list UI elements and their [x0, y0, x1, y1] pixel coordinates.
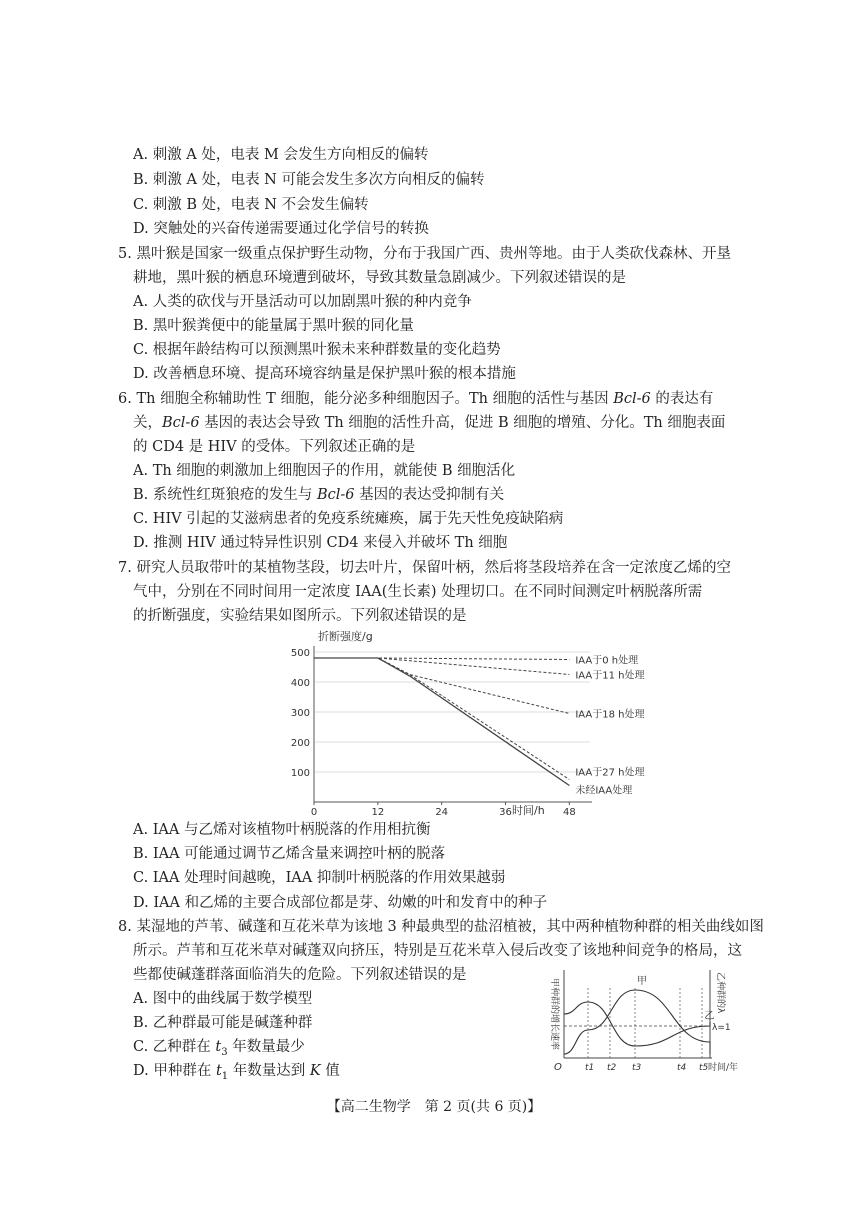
series-line [314, 658, 569, 780]
series-line [314, 658, 569, 786]
series-curve [564, 1002, 710, 1046]
q6-option-c: C. HIV 引起的艾滋病患者的免疫系统瘫痪，属于先天性免疫缺陷病 [133, 511, 564, 527]
q4-option-a: A. 刺激 A 处，电表 M 会发生方向相反的偏转 [133, 147, 429, 163]
y-tick-label: 100 [290, 768, 310, 779]
lambda-label: λ=1 [712, 1023, 731, 1033]
y-tick-label: 500 [290, 648, 310, 659]
page-footer: 【高二生物学 第 2 页(共 6 页)】 [326, 1099, 542, 1115]
x-tick-label: t5 [699, 1063, 709, 1073]
q5-option-d: D. 改善栖息环境、提高环境容纳量是保护黑叶猴的根本措施 [133, 366, 516, 382]
q4-option-d: D. 突触处的兴奋传递需要通过化学信号的转换 [133, 221, 429, 237]
q5-option-b: B. 黑叶猴粪便中的能量属于黑叶猴的同化量 [133, 318, 414, 334]
q8-stem-line3: 些都使碱蓬群落面临消失的危险。下列叙述错误的是 [133, 967, 467, 983]
breaking-strength-chart [280, 626, 645, 818]
x-tick-label: 48 [562, 807, 576, 818]
q6-stem-line2: 关，Bcl-6 基因的表达会导致 Th 细胞的活性升高，促进 B 细胞的增殖、分化。Th 细胞表面 [133, 415, 726, 431]
q8-option-d: D. 甲种群在 $t_1$ 年数量达到 K 值 [133, 1063, 340, 1082]
q6-option-b: B. 系统性红斑狼疮的发生与 Bcl-6 基因的表达受抑制有关 [133, 487, 505, 503]
x-tick-label: 24 [435, 807, 449, 818]
series-curve [564, 990, 710, 1054]
q5-stem-line1: 5. 黑叶猴是国家一级重点保护野生动物，分布于我国广西、贵州等地。由于人类砍伐森林、开垦 [118, 246, 731, 262]
series-label: 未经IAA处理 [575, 785, 633, 797]
y-axis-right-label: 乙种群的λ [715, 972, 725, 1014]
q7-option-c: C. IAA 处理时间越晚，IAA 抑制叶柄脱落的作用效果越弱 [133, 870, 506, 886]
q8-stem-line2: 所示。芦苇和互花米草对碱蓬双向挤压，特别是互花米草入侵后改变了该地种间竞争的格局，这 [133, 943, 742, 959]
gene-name: Bcl-6 [162, 415, 200, 431]
q7-option-a: A. IAA 与乙烯对该植物叶柄脱落的作用相抗衡 [133, 822, 431, 838]
y-tick-label: 200 [290, 738, 310, 749]
x-tick-label: t1 [585, 1063, 595, 1073]
y-tick-label: 300 [290, 708, 310, 719]
x-tick-label: t3 [632, 1063, 642, 1073]
x-tick-label: t4 [677, 1063, 687, 1073]
series-label: IAA于11 h处理 [575, 670, 645, 682]
series-label: IAA于18 h处理 [575, 709, 645, 721]
q7-stem-line3: 的折断强度，实验结果如图所示。下列叙述错误的是 [133, 608, 467, 624]
q5-stem-line2: 耕地，黑叶猴的栖息环境遭到破坏，导致其数量急剧减少。下列叙述错误的是 [133, 270, 626, 286]
q7-stem-line1: 7. 研究人员取带叶的某植物茎段，切去叶片，保留叶柄，然后将茎段培养在含一定浓度乙烯的空 [118, 560, 731, 576]
gene-name: Bcl-6 [613, 391, 651, 407]
q5-option-a: A. 人类的砍伐与开垦活动可以加剧黑叶猴的种内竞争 [133, 294, 472, 310]
q4-option-b: B. 刺激 A 处，电表 N 可能会发生多次方向相反的偏转 [133, 172, 485, 188]
series-label: 乙 [704, 1011, 715, 1022]
origin-label: O [554, 1062, 562, 1073]
q7-option-d: D. IAA 和乙烯的主要合成部位都是芽、幼嫩的叶和发育中的种子 [133, 895, 548, 911]
q8-option-b: B. 乙种群最可能是碱蓬种群 [133, 1015, 313, 1031]
q4-option-c: C. 刺激 B 处，电表 N 不会发生偏转 [133, 197, 369, 213]
x-tick-label: 36 [499, 807, 512, 818]
q7-option-b: B. IAA 可能通过调节乙烯含量来调控叶柄的脱落 [133, 846, 446, 862]
y-axis-label: 折断强度/g [318, 630, 373, 643]
series-label: 甲 [637, 976, 647, 987]
y-tick-label: 400 [290, 678, 310, 689]
q8-option-c: C. 乙种群在 $t_3$ 年数量最少 [133, 1039, 305, 1058]
series-label: IAA于27 h处理 [575, 767, 645, 779]
series-label: IAA于0 h处理 [575, 655, 639, 667]
q5-option-c: C. 根据年龄结构可以预测黑叶猴未来种群数量的变化趋势 [133, 342, 501, 358]
x-axis-label: 时间/年 [708, 1063, 739, 1073]
x-tick-label: 0 [310, 807, 318, 818]
q8-option-a: A. 图中的曲线属于数学模型 [133, 991, 313, 1007]
population-curve-chart [540, 966, 750, 1076]
gene-name: Bcl-6 [316, 487, 355, 503]
series-line [314, 658, 569, 675]
x-tick-label: t2 [607, 1063, 617, 1073]
y-axis-left-label: 甲种群的增长速率 [549, 978, 559, 1051]
x-tick-label: 12 [371, 807, 385, 818]
q8-stem-line1: 8. 某湿地的芦苇、碱蓬和互花米草为该地 3 种最典型的盐沼植被，其中两种植物种群的相关曲线如图 [118, 919, 764, 935]
q6-stem-line1: 6. Th 细胞全称辅助性 T 细胞，能分泌多种细胞因子。Th 细胞的活性与基因 Bcl-6 的表达有 [118, 391, 714, 407]
q6-option-d: D. 推测 HIV 通过特异性识别 CD4 来侵入并破坏 Th 细胞 [133, 535, 508, 551]
x-axis-label: 时间/h [512, 804, 545, 817]
q6-stem-line3: 的 CD4 是 HIV 的受体。下列叙述正确的是 [133, 439, 416, 455]
q6-option-a: A. Th 细胞的刺激加上细胞因子的作用，就能使 B 细胞活化 [133, 463, 516, 479]
series-line [314, 658, 569, 714]
q7-stem-line2: 气中，分别在不同时间用一定浓度 IAA(生长素) 处理切口。在不同时间测定叶柄脱落所需 [133, 584, 703, 600]
